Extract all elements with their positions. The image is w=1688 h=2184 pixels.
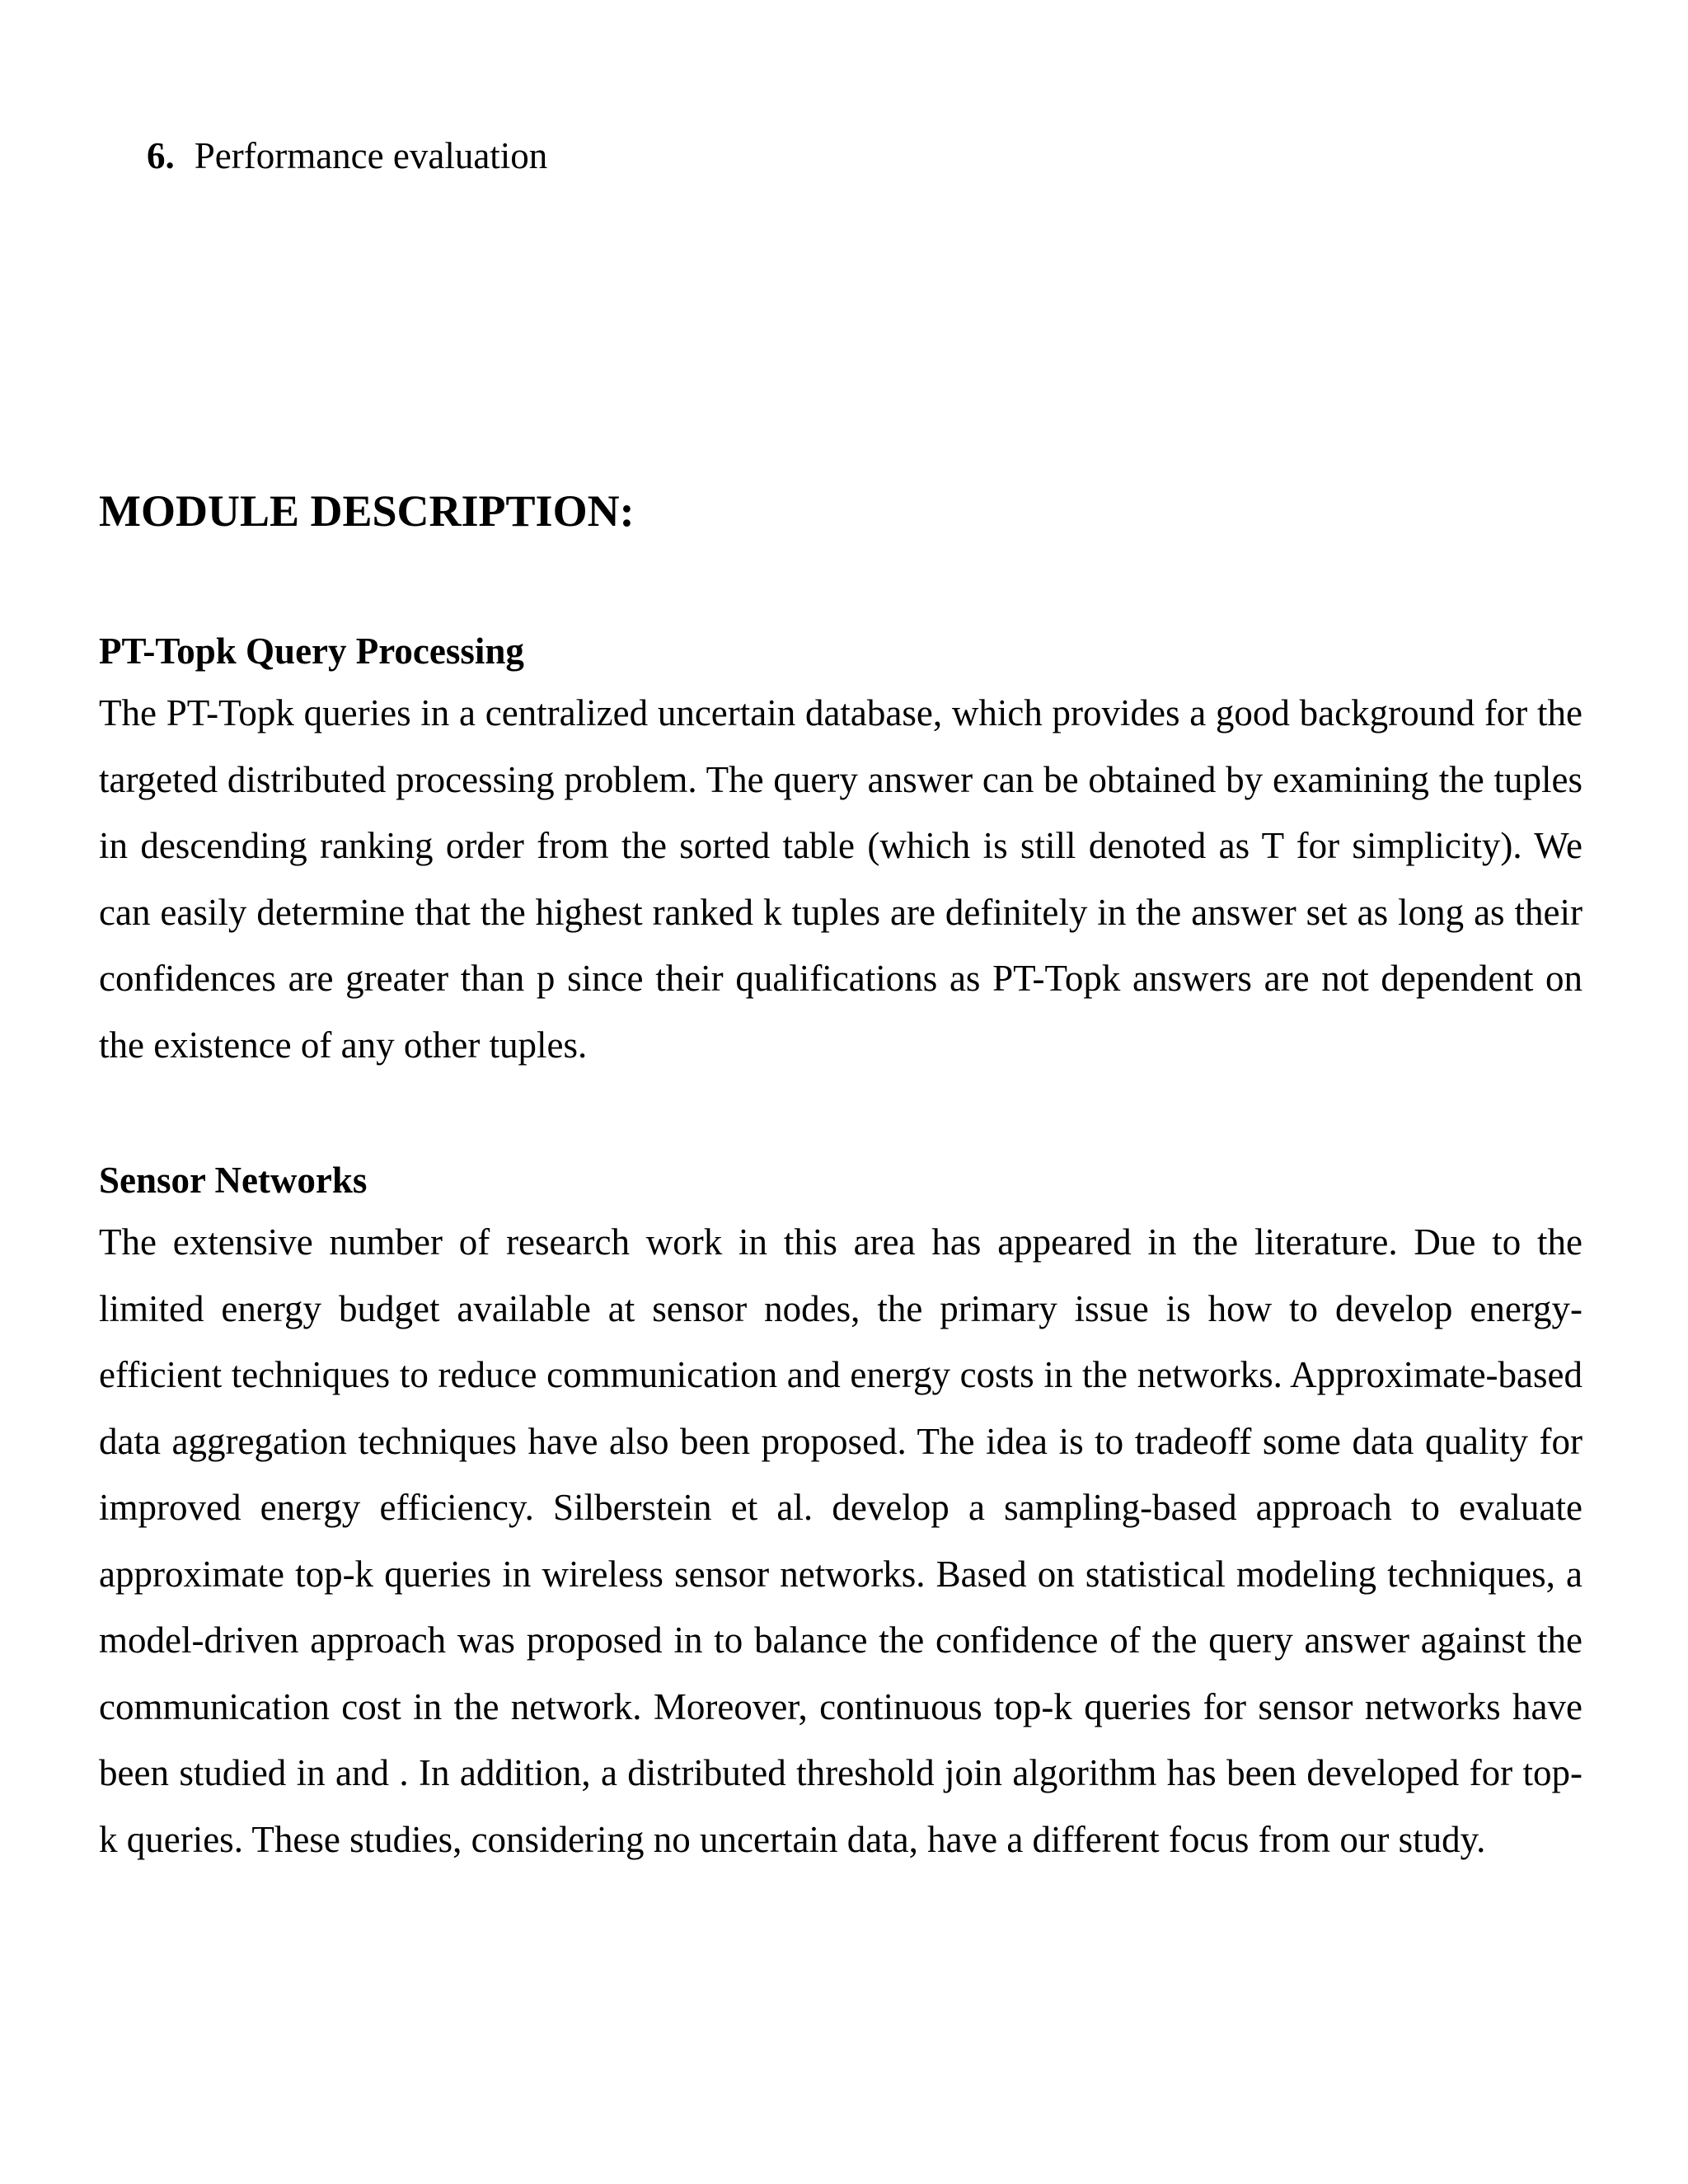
list-item-number: 6. — [147, 135, 175, 176]
section-paragraph: The PT-Topk queries in a centralized uncertain database, which provides a good background for the targeted distributed processing problem. The query answer can be obtained by examining the tuples in descending ranking order from the sorted table (which is still denoted as T for simplicity). We can easily determine that the highest ranked k tuples are definitely in the answer set as long as their confidences are greater than p since their qualifications as PT-Topk answers are not dependent on the existence of any other tuples. — [99, 692, 1582, 1066]
list-item-text: Performance evaluation — [194, 135, 548, 176]
module-description-heading: MODULE DESCRIPTION: — [99, 486, 635, 536]
section-title: PT-Topk Query Processing — [99, 630, 524, 672]
numbered-list-item — [147, 130, 547, 181]
section-pt-topk-query-processing — [99, 626, 1582, 1078]
section-title: Sensor Networks — [99, 1160, 368, 1201]
section-paragraph: The extensive number of research work in this area has appeared in the literature. Due to the limited energy budget available at sensor nodes, the primary issue is how to develop energy-efficient techniques to reduce communication and energy costs in the networks. Approximate-based data aggregation techniques have also been proposed. The idea is to tradeoff some data quality for improved energy efficiency. Silberstein et al. develop a sampling-based approach to evaluate approximate top-k queries in wireless sensor networks. Based on statistical modeling techniques, a model-driven approach was proposed in to balance the confidence of the query answer against the communication cost in the network. Moreover, continuous top-k queries for sensor networks have been studied in and . In addition, a distributed threshold join algorithm has been developed for top-k queries. These studies, considering no uncertain data, have a different focus from our study. — [99, 1221, 1582, 1860]
section-sensor-networks — [99, 1155, 1582, 1872]
